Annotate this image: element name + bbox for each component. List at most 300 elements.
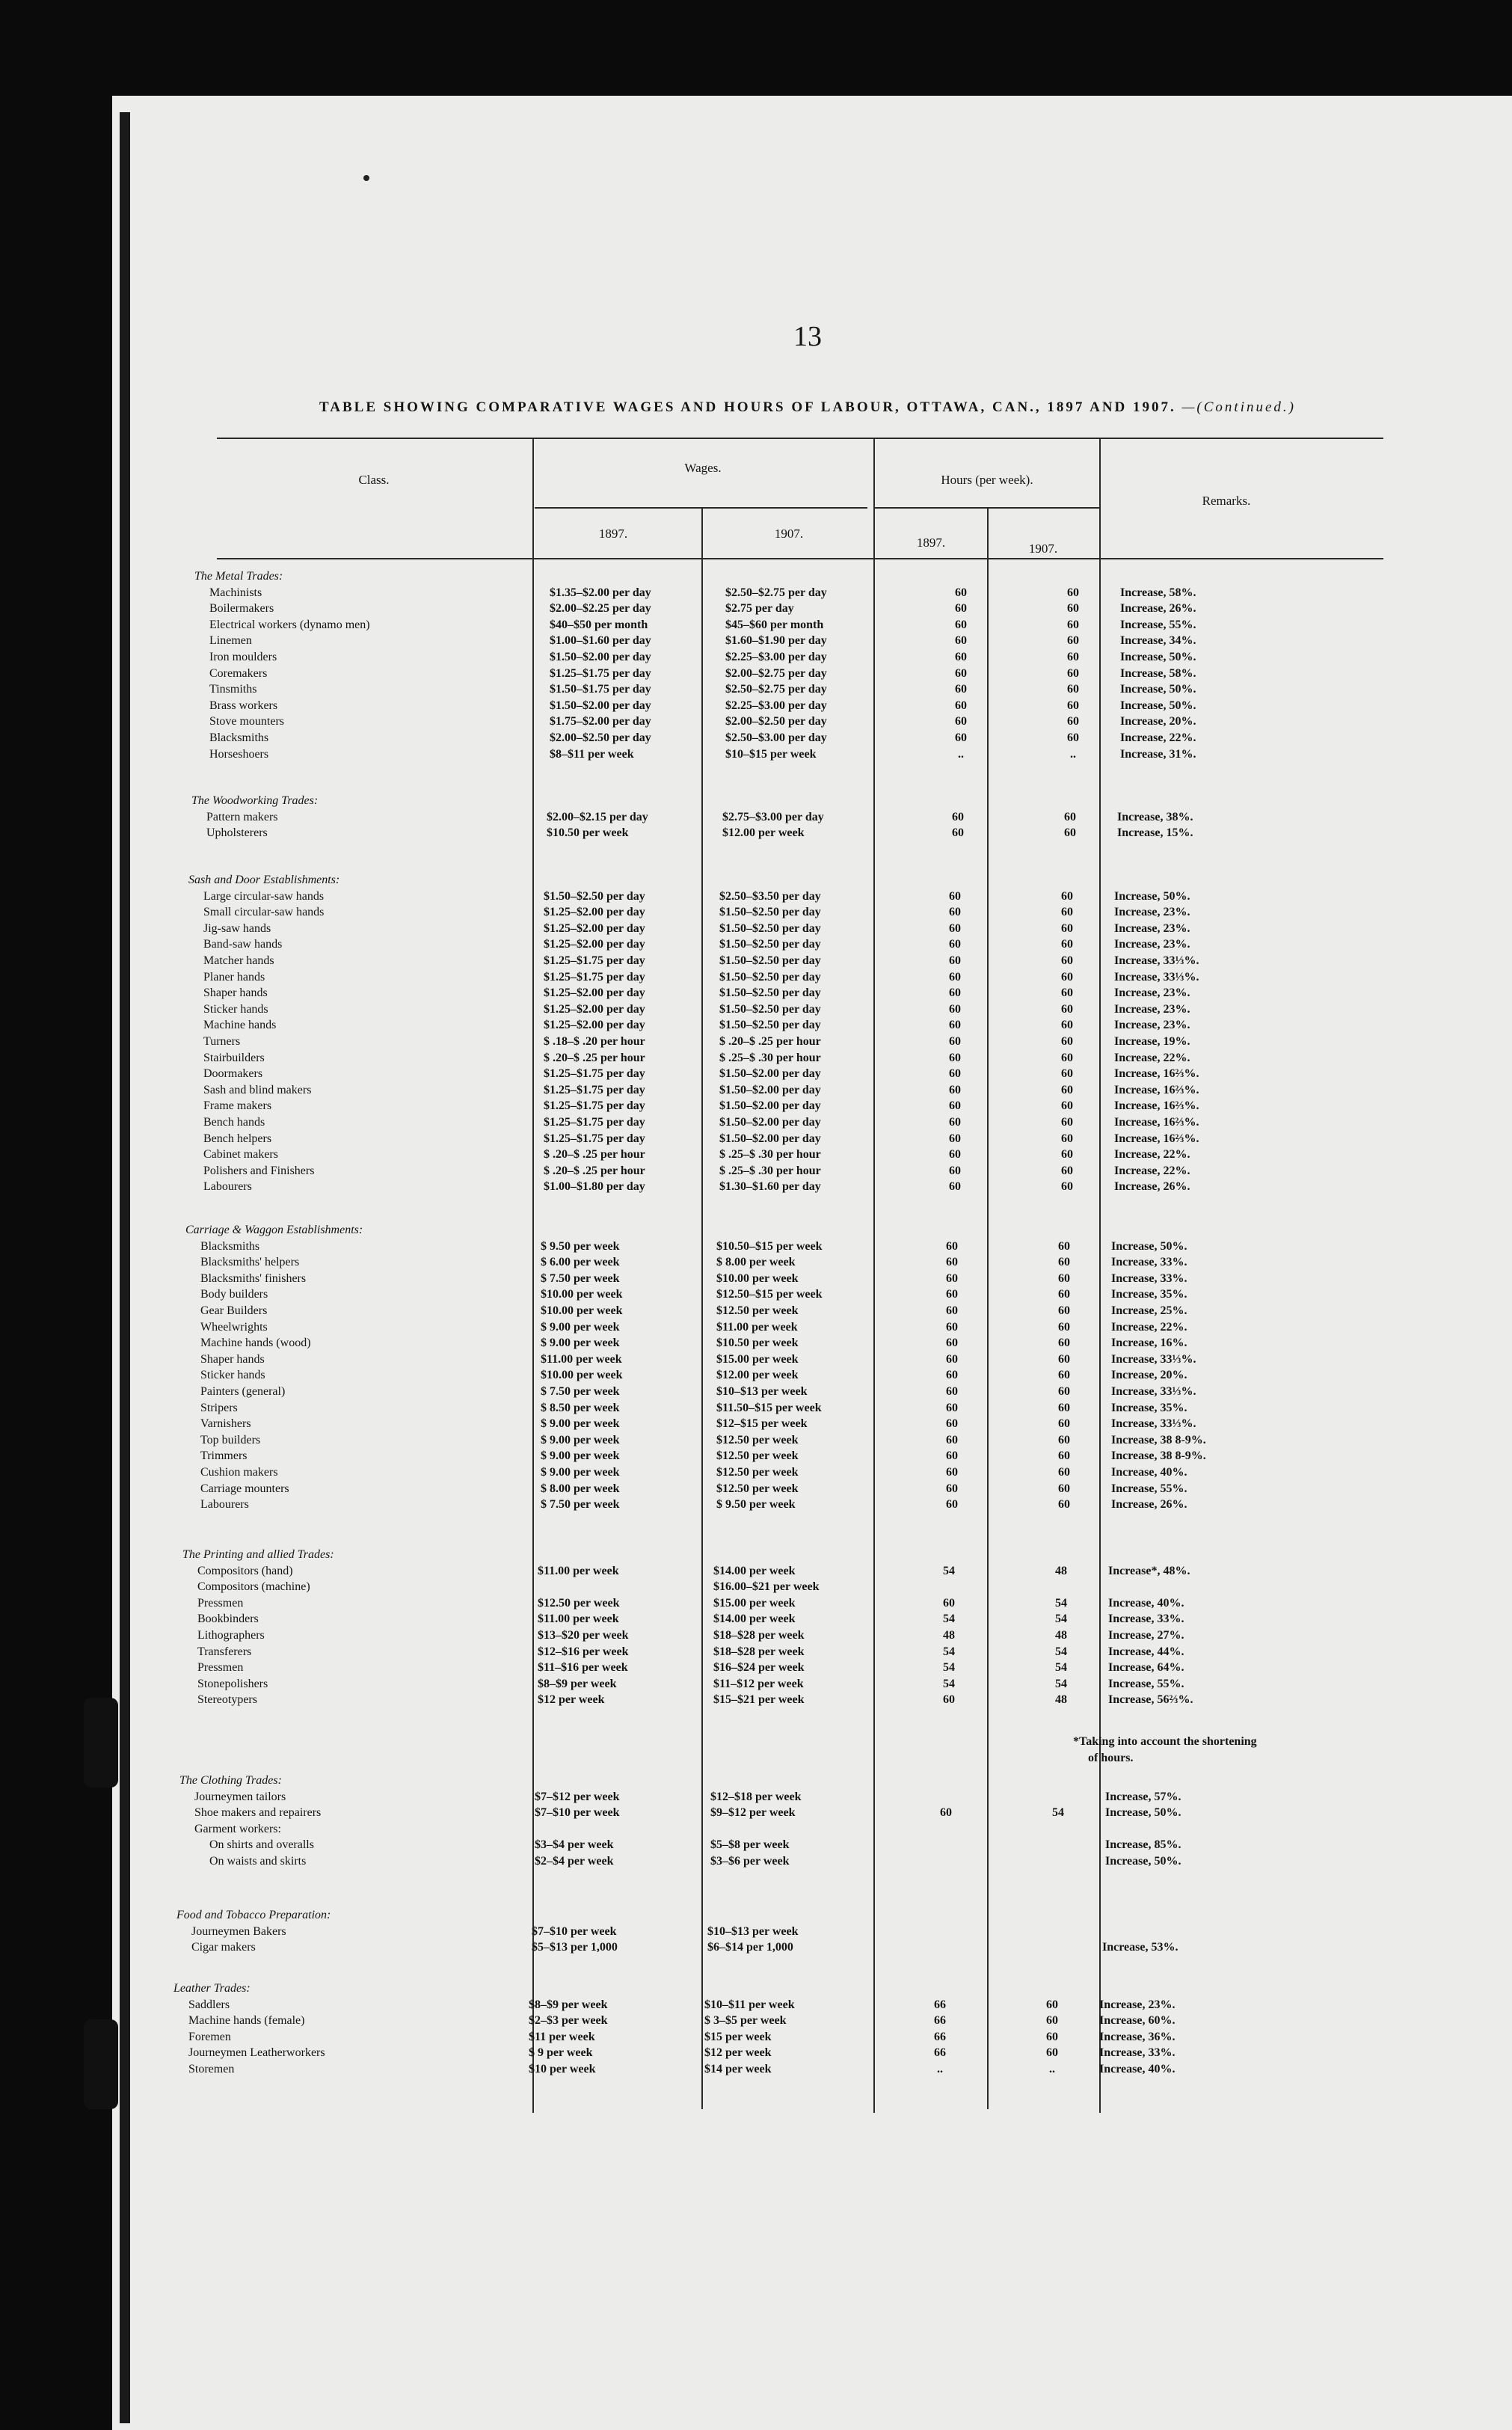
wage-1897: $8–$9 per week: [529, 1998, 608, 2011]
hours-1907: 60: [1058, 1385, 1070, 1398]
binder-clip-top: [84, 1698, 118, 1788]
trade-name: Turners: [203, 1035, 241, 1048]
wage-1897: $2–$3 per week: [529, 2014, 608, 2028]
remarks: Increase, 40%.: [1099, 2063, 1176, 2075]
remarks: Increase, 40%.: [1108, 1596, 1184, 1610]
table-row: [209, 667, 1436, 683]
hours-1907: 60: [1067, 634, 1079, 648]
hours-1907: 60: [1067, 651, 1079, 663]
hours-1907: 60: [1064, 810, 1076, 823]
trade-name: Boilermakers: [209, 602, 274, 616]
wage-1897: $11.00 per week: [538, 1564, 619, 1577]
wage-1897: $7–$10 per week: [535, 1806, 620, 1820]
table-row: [203, 954, 1430, 970]
section-title: The Clothing Trades:: [179, 1774, 282, 1787]
trade-name: Tinsmiths: [209, 683, 257, 696]
wage-1897: $ 9.00 per week: [541, 1320, 620, 1334]
table-row: [203, 1067, 1430, 1083]
hours-1907: 60: [1058, 1239, 1070, 1253]
wage-1897: $1.25–$1.75 per day: [544, 1116, 645, 1129]
wage-1907: $6–$14 per 1,000: [707, 1941, 793, 1954]
table-row: [203, 906, 1430, 921]
wage-1907: $12.50 per week: [716, 1466, 799, 1479]
wage-1907: $1.50–$2.50 per day: [719, 906, 821, 919]
wage-1897: $11.00 per week: [541, 1352, 622, 1366]
wage-1897: $1.00–$1.80 per day: [544, 1180, 645, 1194]
wage-1907: $16–$24 per week: [713, 1661, 805, 1675]
hours-1907: 60: [1058, 1256, 1070, 1269]
wage-1907: $12.50 per week: [716, 1304, 799, 1317]
wage-1907: $2.00–$2.50 per day: [725, 715, 827, 728]
hours-1907: 60: [1067, 666, 1079, 680]
remarks: Increase, 27%.: [1108, 1629, 1184, 1642]
hours-1897: 60: [949, 1180, 961, 1194]
trade-name: Compositors (machine): [197, 1580, 310, 1594]
wage-1897: $2.00–$2.15 per day: [547, 810, 648, 823]
wage-1897: $1.25–$1.75 per day: [550, 666, 651, 680]
hours-1907: 60: [1061, 1051, 1073, 1064]
hours-1897: 60: [955, 651, 967, 663]
wage-1897: $2.00–$2.25 per day: [550, 602, 651, 616]
hours-1907: 60: [1058, 1401, 1070, 1414]
header-hours-1897: 1897.: [916, 536, 946, 550]
hours-1897: ..: [958, 747, 964, 761]
wage-1897: $ 9.00 per week: [541, 1337, 620, 1350]
trade-name: Stripers: [200, 1401, 238, 1414]
trade-name: Wheelwrights: [200, 1320, 268, 1334]
printing-footnote-line1: *Taking into account the shortening: [1073, 1735, 1257, 1748]
wage-1907: $16.00–$21 per week: [713, 1580, 820, 1594]
section-title: The Woodworking Trades:: [191, 794, 319, 807]
remarks: Increase, 56⅔%.: [1108, 1693, 1193, 1707]
wage-1907: $2.50–$3.00 per day: [725, 731, 827, 744]
trade-name: Pressmen: [197, 1661, 244, 1675]
wage-1907: $12–$18 per week: [710, 1790, 802, 1803]
hours-1897: 66: [934, 2030, 946, 2043]
hours-1897: 60: [955, 586, 967, 599]
hours-1897: 60: [955, 618, 967, 631]
trade-name: Bookbinders: [197, 1613, 259, 1626]
trade-name: Shaper hands: [203, 987, 268, 1000]
hours-1897: 60: [946, 1256, 958, 1269]
remarks: Increase, 50%.: [1111, 1239, 1187, 1253]
remarks: Increase, 16⅔%.: [1114, 1116, 1199, 1129]
remarks: Increase, 22%.: [1114, 1164, 1190, 1177]
hours-1897: 60: [955, 634, 967, 648]
wage-1897: $1.50–$1.75 per day: [550, 683, 651, 696]
wage-1897: $ 9.00 per week: [541, 1417, 620, 1431]
header-hours-1907: 1907.: [1028, 541, 1058, 556]
remarks: Increase, 23%.: [1114, 938, 1190, 951]
wage-1897: $11.00 per week: [538, 1613, 619, 1626]
table-row: [203, 1035, 1430, 1051]
hours-1907: 60: [1058, 1352, 1070, 1366]
wage-1907: $10–$13 per week: [716, 1385, 808, 1398]
table-row: [209, 619, 1436, 634]
remarks: Increase, 22%.: [1120, 731, 1196, 744]
table-row: [206, 811, 1433, 826]
trade-name: On shirts and overalls: [209, 1838, 314, 1852]
trade-name: Linemen: [209, 634, 252, 648]
wage-1907: $18–$28 per week: [713, 1645, 805, 1658]
table-row: [194, 1806, 1421, 1822]
trade-name: Jig-saw hands: [203, 921, 271, 935]
wage-1907: $2.50–$2.75 per day: [725, 586, 827, 599]
wage-1897: $3–$4 per week: [535, 1838, 614, 1852]
printing-footnote-line2: of hours.: [1088, 1752, 1134, 1764]
wage-1907: $ .25–$ .30 per hour: [719, 1164, 821, 1177]
wage-1897: $7–$10 per week: [532, 1924, 617, 1938]
trade-name: Small circular-saw hands: [203, 906, 325, 919]
wage-1897: $10.00 per week: [541, 1304, 623, 1317]
wage-1897: $1.25–$1.75 per day: [544, 1132, 645, 1145]
remarks: Increase, 26%.: [1120, 602, 1196, 616]
hours-1897: 60: [946, 1433, 958, 1446]
hours-1907: 60: [1067, 699, 1079, 712]
wage-1907: $14 per week: [704, 2063, 772, 2075]
wage-1907: $12.50 per week: [716, 1449, 799, 1463]
hours-1907: 60: [1064, 826, 1076, 840]
table-row: [194, 1791, 1421, 1806]
table-row: [200, 1449, 1427, 1465]
wage-1897: $1.25–$2.00 per day: [544, 987, 645, 1000]
trade-name: Journeymen Bakers: [191, 1924, 286, 1938]
remarks: Increase, 33%.: [1111, 1256, 1187, 1269]
table-row: [200, 1498, 1427, 1514]
table-row: [203, 1116, 1430, 1132]
trade-name: Machine hands (wood): [200, 1337, 311, 1350]
hours-1897: 60: [946, 1401, 958, 1414]
wage-1897: $2.00–$2.50 per day: [550, 731, 651, 744]
hours-1907: 60: [1058, 1466, 1070, 1479]
hours-1897: 60: [943, 1693, 955, 1707]
wage-1907: $1.50–$2.50 per day: [719, 1002, 821, 1016]
wage-1897: $1.25–$2.00 per day: [544, 921, 645, 935]
trade-name: Sticker hands: [203, 1002, 268, 1016]
trade-name: Pressmen: [197, 1596, 244, 1610]
hours-1897: 60: [955, 715, 967, 728]
remarks: Increase, 55%.: [1108, 1677, 1184, 1690]
hours-1897: 60: [949, 906, 961, 919]
hours-1897: 60: [949, 1019, 961, 1032]
wage-1907: $12 per week: [704, 2046, 772, 2060]
wage-1897: $ .20–$ .25 per hour: [544, 1148, 645, 1162]
hours-1897: 60: [943, 1596, 955, 1610]
wage-1907: $11–$12 per week: [713, 1677, 804, 1690]
remarks: Increase, 35%.: [1111, 1288, 1187, 1301]
table-row: [203, 1180, 1430, 1196]
trade-name: Labourers: [203, 1180, 252, 1194]
table-row: [200, 1417, 1427, 1433]
table-row: [203, 1019, 1430, 1034]
table-row: [200, 1434, 1427, 1449]
wage-1907: $2.25–$3.00 per day: [725, 651, 827, 663]
hours-1897: 60: [946, 1337, 958, 1350]
header-remarks: Remarks.: [1202, 494, 1251, 508]
wage-1897: $ 9.00 per week: [541, 1466, 620, 1479]
trade-name: Storemen: [188, 2063, 235, 2075]
hours-1897: 60: [949, 1035, 961, 1048]
trade-name: Planer hands: [203, 970, 265, 984]
table-row: [191, 1941, 1418, 1957]
wage-1907: $ 3–$5 per week: [704, 2014, 787, 2028]
table-row: [209, 651, 1436, 666]
wage-1907: $2.25–$3.00 per day: [725, 699, 827, 712]
section-title: Leather Trades:: [173, 1982, 251, 1995]
table-row: [203, 922, 1430, 938]
header-hours: Hours (per week).: [941, 473, 1033, 487]
remarks: Increase, 19%.: [1114, 1035, 1190, 1048]
hours-1907: 60: [1046, 2046, 1058, 2060]
trade-name: Top builders: [200, 1433, 261, 1446]
remarks: Increase, 23%.: [1114, 906, 1190, 919]
trade-name: Cabinet makers: [203, 1148, 278, 1162]
hours-1897: 60: [955, 602, 967, 616]
wage-1907: $1.50–$2.50 per day: [719, 987, 821, 1000]
wage-1897: $1.35–$2.00 per day: [550, 586, 651, 599]
trade-name: Trimmers: [200, 1449, 248, 1463]
wage-1907: $2.50–$2.75 per day: [725, 683, 827, 696]
remarks: Increase, 50%.: [1105, 1855, 1181, 1868]
hours-1907: 60: [1046, 2030, 1058, 2043]
hours-1897: 60: [955, 731, 967, 744]
hours-1897: 60: [946, 1304, 958, 1317]
remarks: Increase, 26%.: [1111, 1498, 1187, 1512]
table-row: [203, 987, 1430, 1002]
trade-name: Blacksmiths' helpers: [200, 1256, 300, 1269]
wage-1897: $ .20–$ .25 per hour: [544, 1164, 645, 1177]
hours-1897: 60: [955, 666, 967, 680]
wage-1907: $11.50–$15 per week: [716, 1401, 822, 1414]
wage-1897: $ 6.00 per week: [541, 1256, 620, 1269]
wage-1907: $1.50–$2.50 per day: [719, 921, 821, 935]
trade-name: Bench helpers: [203, 1132, 272, 1145]
remarks: Increase, 23%.: [1099, 1998, 1176, 2011]
wage-1897: $ 9.50 per week: [541, 1239, 620, 1253]
trade-name: Labourers: [200, 1498, 249, 1512]
wage-1897: $40–$50 per month: [550, 618, 648, 631]
wage-1897: $12 per week: [538, 1693, 605, 1707]
remarks: Increase, 33%.: [1111, 1271, 1187, 1285]
wage-1897: $10 per week: [529, 2063, 596, 2075]
trade-name: Stonepolishers: [197, 1677, 268, 1690]
remarks: Increase*, 48%.: [1108, 1564, 1190, 1577]
trade-name: Varnishers: [200, 1417, 251, 1431]
hours-1907: 60: [1061, 1164, 1073, 1177]
remarks: Increase, 23%.: [1114, 921, 1190, 935]
hours-1897: 60: [949, 1051, 961, 1064]
table-row: [197, 1580, 1424, 1596]
remarks: Increase, 22%.: [1111, 1320, 1187, 1334]
wage-1897: $1.50–$2.00 per day: [550, 651, 651, 663]
hours-1897: 60: [949, 1083, 961, 1096]
remarks: Increase, 23%.: [1114, 1019, 1190, 1032]
hours-1907: 60: [1067, 586, 1079, 599]
hours-1907: 54: [1055, 1677, 1067, 1690]
remarks: Increase, 33%.: [1108, 1613, 1184, 1626]
trade-name: Stairbuilders: [203, 1051, 265, 1064]
wage-1907: $ .20–$ .25 per hour: [719, 1035, 821, 1048]
table-row: [209, 602, 1436, 618]
hours-1907: 60: [1067, 715, 1079, 728]
hours-1907: 60: [1061, 921, 1073, 935]
wage-1897: $12–$16 per week: [538, 1645, 629, 1658]
wage-1897: $10.50 per week: [547, 826, 629, 840]
remarks: Increase, 22%.: [1114, 1051, 1190, 1064]
remarks: Increase, 33⅓%.: [1111, 1352, 1196, 1366]
trade-name: Brass workers: [209, 699, 278, 712]
section-title: The Printing and allied Trades:: [182, 1548, 334, 1561]
trade-name: Machine hands: [203, 1019, 277, 1032]
wage-1907: $1.50–$2.00 per day: [719, 1067, 821, 1081]
table-row: [191, 1925, 1418, 1941]
remarks: Increase, 15%.: [1117, 826, 1193, 840]
wage-1907: $10–$11 per week: [704, 1998, 795, 2011]
table-row: [200, 1321, 1427, 1337]
hours-1907: 60: [1067, 731, 1079, 744]
remarks: Increase, 38%.: [1117, 810, 1193, 823]
table-row: [188, 2063, 1415, 2078]
header-wages-1897: 1897.: [598, 527, 628, 541]
trade-name: Doormakers: [203, 1067, 263, 1081]
table-row: [200, 1369, 1427, 1384]
wage-1897: $ 7.50 per week: [541, 1498, 620, 1512]
hours-1907: 60: [1046, 1998, 1058, 2011]
trade-name: Stove mounters: [209, 715, 284, 728]
trade-name: Lithographers: [197, 1629, 265, 1642]
wage-1907: $5–$8 per week: [710, 1838, 790, 1852]
hours-1897: 66: [934, 1998, 946, 2011]
trade-name: Iron moulders: [209, 651, 277, 663]
hours-1897: 60: [946, 1466, 958, 1479]
trade-name: Coremakers: [209, 666, 268, 680]
hours-1897: 54: [943, 1661, 955, 1675]
wage-1907: $1.50–$2.00 per day: [719, 1083, 821, 1096]
wage-1907: $2.00–$2.75 per day: [725, 666, 827, 680]
trade-name: Saddlers: [188, 1998, 230, 2011]
wage-1897: $ 8.50 per week: [541, 1401, 620, 1414]
section-title: Food and Tobacco Preparation:: [176, 1909, 331, 1921]
wage-1907: $3–$6 per week: [710, 1855, 790, 1868]
hours-1907: 60: [1058, 1304, 1070, 1317]
wage-1907: $1.50–$2.50 per day: [719, 938, 821, 951]
remarks: Increase, 16⅔%.: [1114, 1083, 1199, 1096]
hours-1897: 54: [943, 1564, 955, 1577]
trade-name: Horseshoers: [209, 747, 269, 761]
table-row: [200, 1385, 1427, 1401]
table-row: [203, 1084, 1430, 1099]
table-row: [209, 748, 1436, 764]
wage-1897: $13–$20 per week: [538, 1629, 629, 1642]
wage-1907: $ .25–$ .30 per hour: [719, 1148, 821, 1162]
wage-1897: $1.25–$1.75 per day: [544, 1067, 645, 1081]
section-title: Sash and Door Establishments:: [188, 874, 340, 886]
wage-1897: $ 7.50 per week: [541, 1271, 620, 1285]
wage-1897: $2–$4 per week: [535, 1855, 614, 1868]
wage-1897: $12.50 per week: [538, 1596, 620, 1610]
hours-1897: 54: [943, 1677, 955, 1690]
header-bottom-rule: [217, 558, 1383, 559]
hours-1907: 60: [1061, 1067, 1073, 1081]
page-number: 13: [793, 321, 822, 352]
table-row: [203, 1003, 1430, 1019]
trade-name: Machine hands (female): [188, 2014, 305, 2028]
table-row: [188, 2046, 1415, 2062]
hours-1907: 60: [1061, 1019, 1073, 1032]
wage-1897: $1.25–$1.75 per day: [544, 954, 645, 967]
wage-1907: $2.75–$3.00 per day: [722, 810, 824, 823]
wage-1907: $11.00 per week: [716, 1320, 798, 1334]
table-row: [209, 715, 1436, 731]
hours-1897: 60: [946, 1288, 958, 1301]
remarks: Increase, 55%.: [1120, 618, 1196, 631]
wage-1897: $ 7.50 per week: [541, 1385, 620, 1398]
wage-1897: $ .20–$ .25 per hour: [544, 1051, 645, 1064]
hours-1907: 60: [1061, 970, 1073, 984]
wage-1907: $10.50 per week: [716, 1337, 799, 1350]
wage-1907: $14.00 per week: [713, 1564, 796, 1577]
remarks: Increase, 58%.: [1120, 586, 1196, 599]
wage-1907: $12–$15 per week: [716, 1417, 808, 1431]
hours-1907: 60: [1058, 1433, 1070, 1446]
trade-name: Cigar makers: [191, 1941, 256, 1954]
hours-1907: 60: [1046, 2014, 1058, 2028]
wage-1907: $1.50–$2.50 per day: [719, 1019, 821, 1032]
remarks: Increase, 60%.: [1099, 2014, 1176, 2028]
wage-1907: $14.00 per week: [713, 1613, 796, 1626]
hours-1907: 48: [1055, 1693, 1067, 1707]
trade-name: Journeymen tailors: [194, 1790, 286, 1803]
hours-1897: 60: [946, 1498, 958, 1512]
hours-1897: 60: [946, 1239, 958, 1253]
table-row: [200, 1466, 1427, 1482]
section-title: The Metal Trades:: [194, 570, 283, 583]
table-row: [203, 971, 1430, 987]
hours-1897: 60: [949, 921, 961, 935]
hours-1897: 60: [946, 1385, 958, 1398]
wage-1907: $1.50–$2.00 per day: [719, 1132, 821, 1145]
hours-1897: 60: [949, 1132, 961, 1145]
wage-1907: $12.50 per week: [716, 1482, 799, 1495]
wage-1907: $15.00 per week: [716, 1352, 799, 1366]
hours-1907: ..: [1070, 747, 1076, 761]
hours-1907: 60: [1067, 683, 1079, 696]
wage-1897: $1.50–$2.00 per day: [550, 699, 651, 712]
trade-name: Foremen: [188, 2030, 231, 2043]
trade-name: Body builders: [200, 1288, 268, 1301]
wage-1907: $12.00 per week: [716, 1369, 799, 1382]
wage-1897: $11 per week: [529, 2030, 595, 2043]
remarks: Increase, 33⅓%.: [1114, 954, 1199, 967]
hours-1897: 60: [946, 1417, 958, 1431]
wage-1897: $5–$13 per 1,000: [532, 1941, 618, 1954]
trade-name: Bench hands: [203, 1116, 265, 1129]
hours-1897: 60: [952, 810, 964, 823]
hours-1907: 60: [1061, 1148, 1073, 1162]
table-row: [209, 731, 1436, 747]
table-row: [188, 2014, 1415, 2030]
table-title-suffix: —(Continued.): [1181, 399, 1296, 415]
wage-1907: $ 9.50 per week: [716, 1498, 796, 1512]
hours-1907: 60: [1067, 602, 1079, 616]
table-row: [194, 1855, 1421, 1871]
binder-clip-bottom: [84, 2019, 118, 2109]
remarks: Increase, 50%.: [1120, 699, 1196, 712]
remarks: Increase, 55%.: [1111, 1482, 1187, 1495]
wage-1907: $10.00 per week: [716, 1271, 799, 1285]
wage-1907: $12.50 per week: [716, 1433, 799, 1446]
wage-1907: $2.75 per day: [725, 602, 794, 616]
